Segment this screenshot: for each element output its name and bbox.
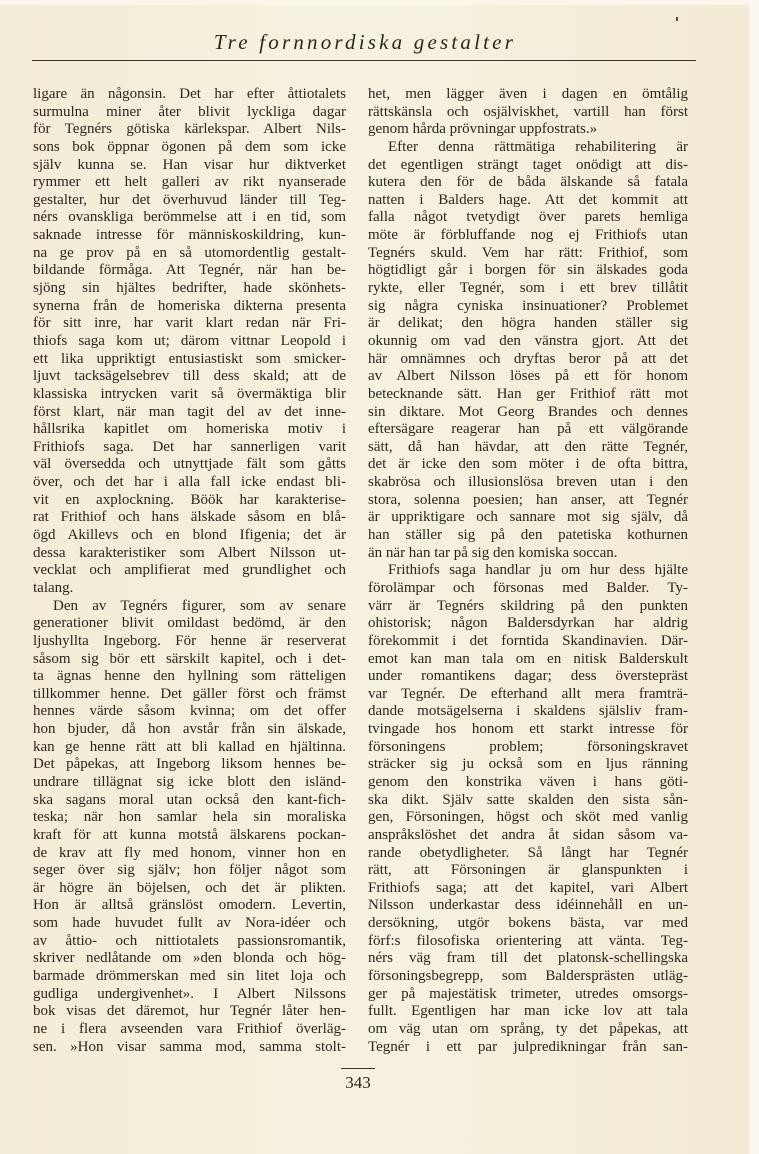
text-line: är högre än böjelsen, och det är plikten. <box>33 879 346 896</box>
text-line: rykte, eller Tegnér, som i ett brev tillåtit <box>368 280 688 297</box>
text-line: rat Frithiof och hans älskade såsom en blå- <box>33 509 346 526</box>
text-line: surmulna miner åter blivit lyckliga dagar <box>33 103 346 120</box>
text-line: ljuvt tacksägelsebrev till dess skald; att de <box>33 368 346 385</box>
left-column <box>33 86 346 1056</box>
text-line: ta ägnas henne den hyllning som rätteligen <box>33 668 346 685</box>
text-line: var Tegnér. De efterhand allt mera framträ- <box>368 685 688 702</box>
page-number-rule <box>341 1068 375 1069</box>
text-line: emot kan man tala om en nitisk Balderskult <box>368 650 688 667</box>
text-line: försoningsbegrepp, som Baldersprästen utläg- <box>368 968 688 985</box>
text-line: sig några cyniska insinuationer? Problemet <box>368 297 688 314</box>
text-line: hållsrika kapitlet om homeriska motiv i <box>33 421 346 438</box>
text-line: kutera den för de båda älskande så fatala <box>368 174 688 191</box>
text-line: förekommit i det forntida Skandinavien. Där- <box>368 632 688 649</box>
text-line: är delikat; den högra handen ställer sig <box>368 315 688 332</box>
text-line: högtidligt går i borgen för sin älskades goda <box>368 262 688 279</box>
text-line: Den av Tegnérs figurer, som av senare <box>53 597 346 614</box>
text-line: Hon är alltså gränslöst omodern. Levertin, <box>33 897 346 914</box>
text-line: sätt, då han hävdar, att den rätte Tegnér, <box>368 438 688 455</box>
text-line: försoningens problem; försoningskravet <box>368 738 688 755</box>
text-line: talang. <box>33 579 74 596</box>
text-line: ögd Akillevs och en blond Ifigenia; det är <box>33 527 346 544</box>
text-line: genom den konstrika väven i hans göti- <box>368 773 688 790</box>
text-line: är uppriktigare och sannare mot sig själv, då <box>368 509 688 526</box>
text-line: genom hårda prövningar uppfostrats.» <box>368 121 598 138</box>
paragraph <box>33 86 346 598</box>
page-right-edge <box>749 0 759 1154</box>
text-line: vecklat och amplifierat med grundlighet och <box>33 562 346 579</box>
text-line: sträcker sig ju också som en ljus ränning <box>368 756 688 773</box>
text-line: ger på majestätisk trimeter, utredes omsorgs- <box>368 985 688 1002</box>
paragraph <box>33 598 346 1057</box>
right-column <box>368 86 688 1056</box>
text-line: klassiska intrycken varit så övermäktiga blir <box>33 385 346 402</box>
text-line: gudliga undergivenhet». I Albert Nilssons <box>33 985 346 1002</box>
text-line: rymmer ett helt galleri av rikt nyanserade <box>33 174 346 191</box>
text-line: förf:s filosofiska orientering att vänta. Teg- <box>368 932 688 949</box>
text-line: över, och det har i alla fall icke endast bli- <box>33 474 346 491</box>
text-line: na ge prov på en så utomordentlig gestalt- <box>33 244 346 261</box>
text-line: själv kunna se. Han visar hur diktverket <box>33 156 346 173</box>
text-line: saknade intresse för människoskildring, kun- <box>33 227 346 244</box>
paragraph <box>368 139 688 562</box>
paragraph <box>368 86 688 139</box>
text-line: först klart, när man tagit del av det inne- <box>33 403 346 420</box>
text-line: om väg utan om språng, ty det påpekas, att <box>368 1020 688 1037</box>
text-line: för Tegnérs götiska kärlekspar. Albert Nils- <box>33 121 346 138</box>
text-line: undrare tillägnat sig icke blott den isländ- <box>33 773 346 790</box>
text-line: Efter denna rättmätiga rehabilitering är <box>388 138 688 155</box>
text-line: av Albert Nilsson löses på ett för honom <box>368 368 688 385</box>
text-line: bok visas det däremot, hur Tegnér låter hen- <box>33 1003 346 1020</box>
text-line: väl översedda och utnyttjade fält som gåtts <box>33 456 346 473</box>
text-line: Nilsson underkastar dess idéinnehåll en un- <box>368 897 688 914</box>
text-line: möte är förbluffande nog ej Frithiofs utan <box>368 227 688 244</box>
text-line: tillkommer henne. Det gäller först och främst <box>33 685 346 702</box>
text-line: sen. »Hon visar samma mod, samma stolt- <box>33 1038 346 1055</box>
text-line: hon bjuder, då hon avstår från sin älskade, <box>33 721 346 738</box>
text-line: skabrösa och illusionslösa breven utan i den <box>368 474 688 491</box>
text-line: Frithiofs saga handlar ju om hur dess hjälte <box>388 562 688 579</box>
text-line: teska; när hon samlar hela sin moraliska <box>33 809 346 826</box>
text-line: okunnig om vad den vänstra gjort. Att det <box>368 332 688 349</box>
text-line: rättskänsla och osjälviskhet, vartill han först <box>368 103 688 120</box>
text-line: för sitt inre, har varit klart redan när Fri- <box>33 315 346 332</box>
text-line: generationer blivit omildast bedömd, är den <box>33 615 346 632</box>
text-line: här omnämnes och dryftas beror på att det <box>368 350 688 367</box>
text-line: bildande förmåga. Att Tegnér, när han be- <box>33 262 346 279</box>
text-line: rande obetydligheter. Så långt har Tegnér <box>368 844 688 861</box>
text-line: sons bok öppnar ögonen på dem som icke <box>33 138 346 155</box>
text-line: anspråkslöshet det andra åt sidan såsom va- <box>368 826 688 843</box>
text-line: av åttio- och nittiotalets passionsromantik, <box>33 932 346 949</box>
page-top-edge <box>0 0 759 5</box>
print-speck <box>676 17 678 21</box>
text-line: fullt. Egentligen har man icke lov att tala <box>368 1003 688 1020</box>
text-line: dessa karakteristiker som Albert Nilsson ut- <box>33 544 346 561</box>
text-line: sjöng sin hjältes bedrifter, hade skönhets- <box>33 280 346 297</box>
text-line: såsom sig bör ett särskilt kapitel, och i det- <box>33 650 346 667</box>
text-line: gestalter, hur det överhuvud länder till Teg- <box>33 191 346 208</box>
text-line: Frithiofs saga. Det har sannerligen varit <box>33 438 346 455</box>
text-line: än när han tar på sig den komiska soccan. <box>368 544 618 561</box>
text-line: synerna från de homeriska dikterna presenta <box>33 297 346 314</box>
running-head: Tre fornnordiska gestalter <box>213 30 517 54</box>
text-line: det är icke den som möter i de ofta bittra, <box>368 456 688 473</box>
text-line: dersökning, utgör bokens bästa, var med <box>368 915 688 932</box>
text-line: Tegnér i ett par julpredikningar från san- <box>368 1038 688 1055</box>
text-line: skriver nedlåtande om »den blonda och hög- <box>33 950 346 967</box>
text-line: ljushyllta Ingeborg. För henne är reserverat <box>33 632 346 649</box>
text-line: han ställer sig på den patetiska kothurnen <box>368 527 688 544</box>
text-line: eftersägare reagerar han på ett välgörande <box>368 421 688 438</box>
text-line: Det påpekas, att Ingeborg liksom hennes be- <box>33 756 346 773</box>
text-line: nérs ovanskliga berömmelse att i en tid, som <box>33 209 346 226</box>
text-line: natten i Balders hage. Att det kommit att <box>368 191 688 208</box>
text-line: som hade huvudet fullt av Nora-idéer och <box>33 915 346 932</box>
text-line: tvingade hos honom ett starkt intresse för <box>368 721 688 738</box>
text-line: ligare än någonsin. Det har efter åttiotalets <box>33 86 346 102</box>
text-line: förolämpar och försonas med Balder. Ty- <box>368 579 688 596</box>
page-number: 343 <box>345 1073 371 1092</box>
text-line: gen, Försoningen, högst och sköt med vanlig <box>368 809 688 826</box>
text-line: vit en axplockning. Böök har karakterise- <box>33 491 346 508</box>
text-line: thiofs saga kom ut; därom vittnar Leopold i <box>33 332 346 349</box>
text-line: ne i flera avseenden vara Frithiof överläg- <box>33 1020 346 1037</box>
text-line: värr är Tegnérs skildring på den punkten <box>368 597 688 614</box>
text-line: sin diktare. Mot Georg Brandes och dennes <box>368 403 688 420</box>
text-line: stora, solenna poesien; han anser, att Tegnér <box>368 491 688 508</box>
text-line: betecknande sätt. Han ger Frithiof rätt mot <box>368 385 688 402</box>
text-line: barmade drömmerskan med sin litet loja och <box>33 968 346 985</box>
text-line: rätt, att Försoningen är glanspunkten i <box>368 862 688 879</box>
text-line: de krav att fly med honom, vinner hon en <box>33 844 346 861</box>
text-line: hennes värde såsom kvinna; om det offer <box>33 703 346 720</box>
text-line: falla något tvetydigt över parets hemliga <box>368 209 688 226</box>
paragraph <box>368 562 688 1056</box>
text-line: Frithiofs saga; att det kapitel, vari Albert <box>368 879 688 896</box>
text-line: kraft för att kunna motstå älskarens pockan- <box>33 826 346 843</box>
text-line: Tegnérs skuld. Vem har rätt: Frithiof, som <box>368 244 688 261</box>
text-line: het, men lägger även i dagen en ömtålig <box>368 86 688 102</box>
text-line: ska sagans moral utan också den kant-fich- <box>33 791 346 808</box>
text-line: kan ge henne rätt att bli kallad en hjältinna. <box>33 738 346 755</box>
text-line: det egentligen strängt taget onödigt att dis- <box>368 156 688 173</box>
text-line: ett lika uppriktigt entusiastiskt som smicker- <box>33 350 346 367</box>
text-line: seger över sig själv; hon följer något som <box>33 862 346 879</box>
text-line: ohistorisk; någon Baldersdyrkan har aldrig <box>368 615 688 632</box>
text-line: under romantikens dagar; dess överstepräst <box>368 668 688 685</box>
header-rule <box>32 60 696 61</box>
text-line: dande motsägelserna i skaldens själsliv fram- <box>368 703 688 720</box>
text-line: ska dikt. Själv satte skalden den sista sån- <box>368 791 688 808</box>
text-line: nérs väg fram till det platonsk-schellingska <box>368 950 688 967</box>
